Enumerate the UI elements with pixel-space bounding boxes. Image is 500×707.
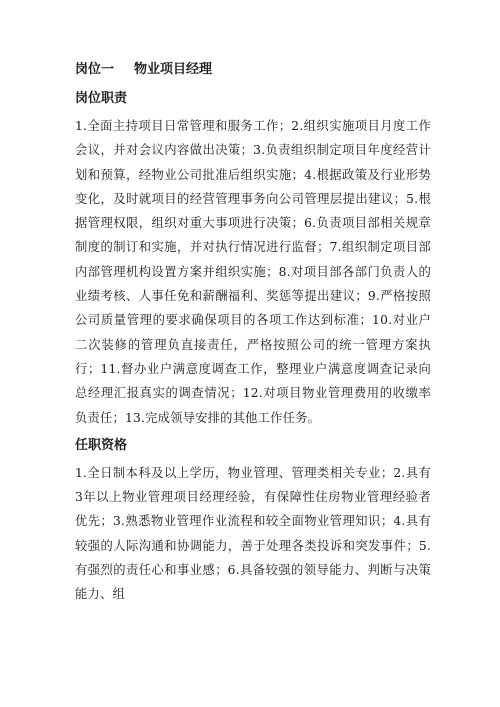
duties-text: 1.全面主持项目日常管理和服务工作；2.组织实施项目月度工作会议，并对会议内容做出决策；3.负责组织制定项目年度经营计划和预算，经物业公司批准后组织实施；4.根据政策及行业形势变化，及时就项目的经营管理事务向公司管理层提出建议；5.根据管理权限，组织对重大事项进行决策；6.负责项目部相关规章制度的制订和实施，并对执行情况进行监督；7.组织制定项目部内部管理机构设置方案并组织实施；8.对项目部各部门负责人的业绩考核、人事任免和薪酬福利、奖惩等提出建议；9.严格按照公司质量管理的要求确保项目的各项工作达到标准；10.对业户二次装修的管理负直接责任，严格按照公司的统一管理方案执行；11.督办业户满意度调查工作，整理业户满意度调查记录向总经理汇报真实的调查情况；12.对项目物业管理费用的收缴率负责任；13.完成领导安排的其他工作任务。 bbox=[75, 119, 431, 425]
qualifications-text: 1.全日制本科及以上学历，物业管理、管理类相关专业；2.具有3年以上物业管理项目经理经验，有保障性住房物业管理经验者优先；3.熟悉物业管理作业流程和较全面物业管理知识；4.具有较强的人际沟通和协调能力，善于处理各类投诉和突发事件；5.有强烈的责任心和事业感；6.具备较强的领导能力、判断与决策能力、组 bbox=[75, 465, 431, 602]
qualifications-heading: 任职资格 bbox=[75, 437, 128, 453]
job-name: 物业项目经理 bbox=[134, 62, 213, 77]
duties-heading: 岗位职责 bbox=[75, 91, 128, 106]
document-page bbox=[75, 60, 431, 613]
job-title bbox=[75, 60, 431, 80]
job-label: 岗位一 bbox=[75, 62, 115, 77]
